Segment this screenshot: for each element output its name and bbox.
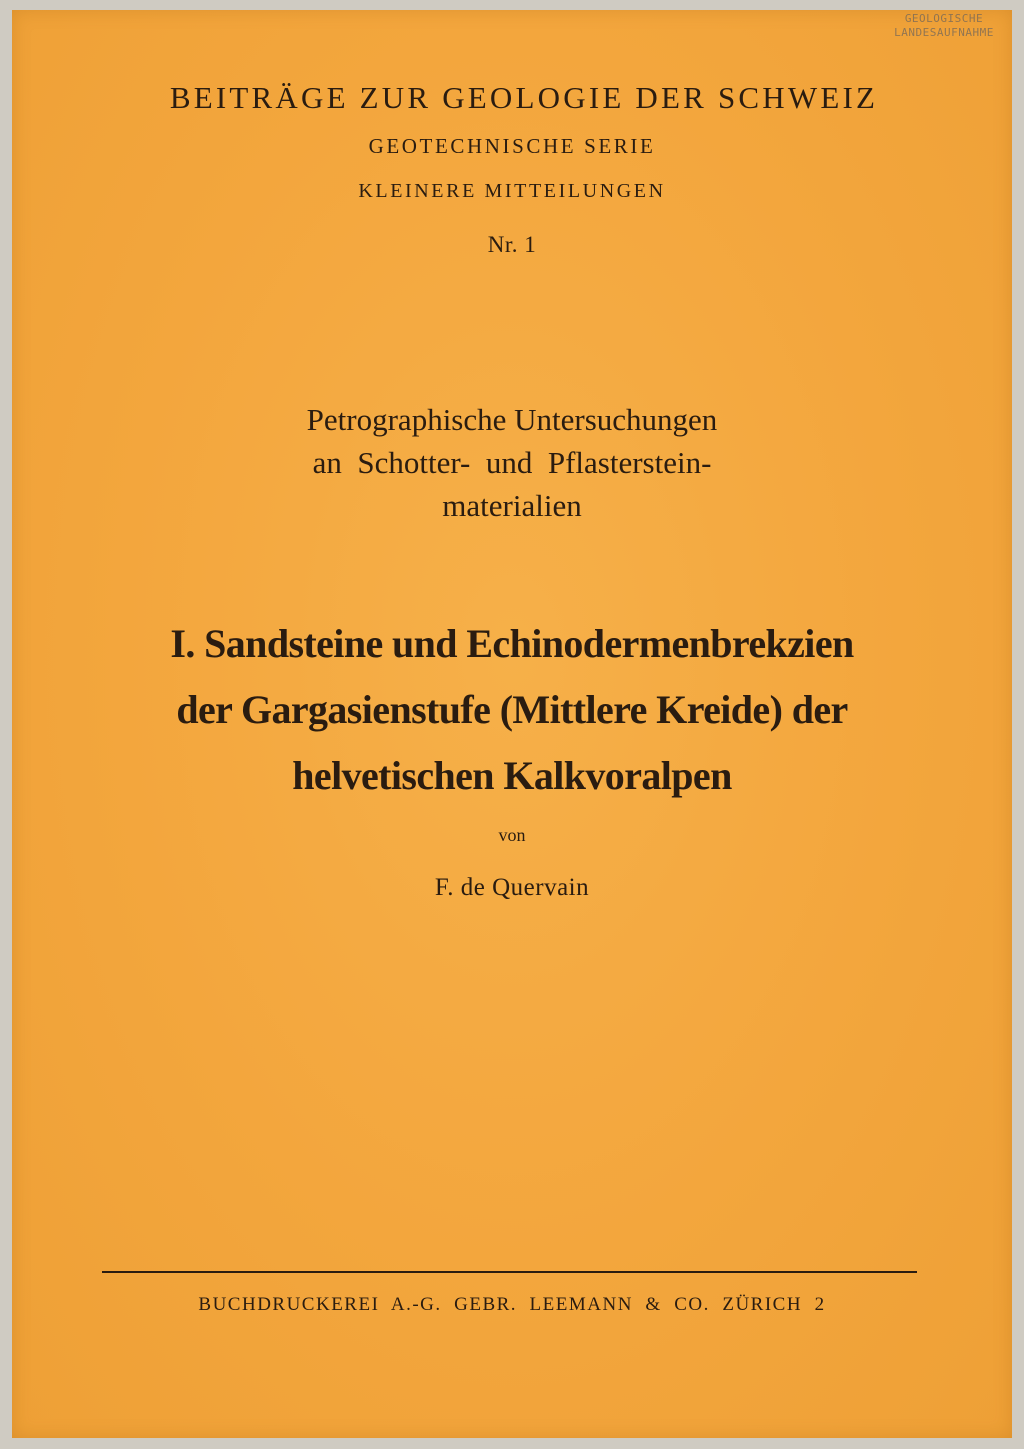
title-line-2: der Gargasienstufe (Mittlere Kreide) der: [176, 687, 848, 732]
subject-line-3: materialien: [442, 488, 582, 523]
series-subseries: KLEINERE MITTEILUNGEN: [358, 180, 666, 202]
series-number: Nr. 1: [487, 232, 537, 257]
stamp-line-2: LANDESAUFNAHME: [894, 26, 994, 39]
subject-heading: [12, 398, 1012, 527]
divider-rule: [102, 1271, 917, 1273]
subject-line-1: Petrographische Untersuchungen: [306, 402, 718, 437]
author-name: F. de Quervain: [434, 874, 590, 901]
book-cover: [12, 10, 1012, 1438]
title-line-1: I. Sandsteine und Echinodermenbrekzien: [170, 621, 854, 666]
series-subtitle: GEOTECHNISCHE SERIE: [368, 134, 656, 158]
series-title: BEITRÄGE ZUR GEOLOGIE DER SCHWEIZ: [169, 80, 879, 115]
publisher-imprint: BUCHDRUCKEREI A.-G. GEBR. LEEMANN & CO. ZÜRICH 2: [198, 1294, 826, 1315]
title-line-3: helvetischen Kalkvoralpen: [292, 753, 732, 798]
stamp-line-1: GEOLOGISCHE: [904, 12, 984, 25]
subject-line-2: an Schotter- und Pflasterstein-: [312, 445, 712, 480]
by-label: von: [498, 825, 526, 845]
library-stamp: [874, 12, 1012, 40]
main-title: [12, 611, 1012, 809]
